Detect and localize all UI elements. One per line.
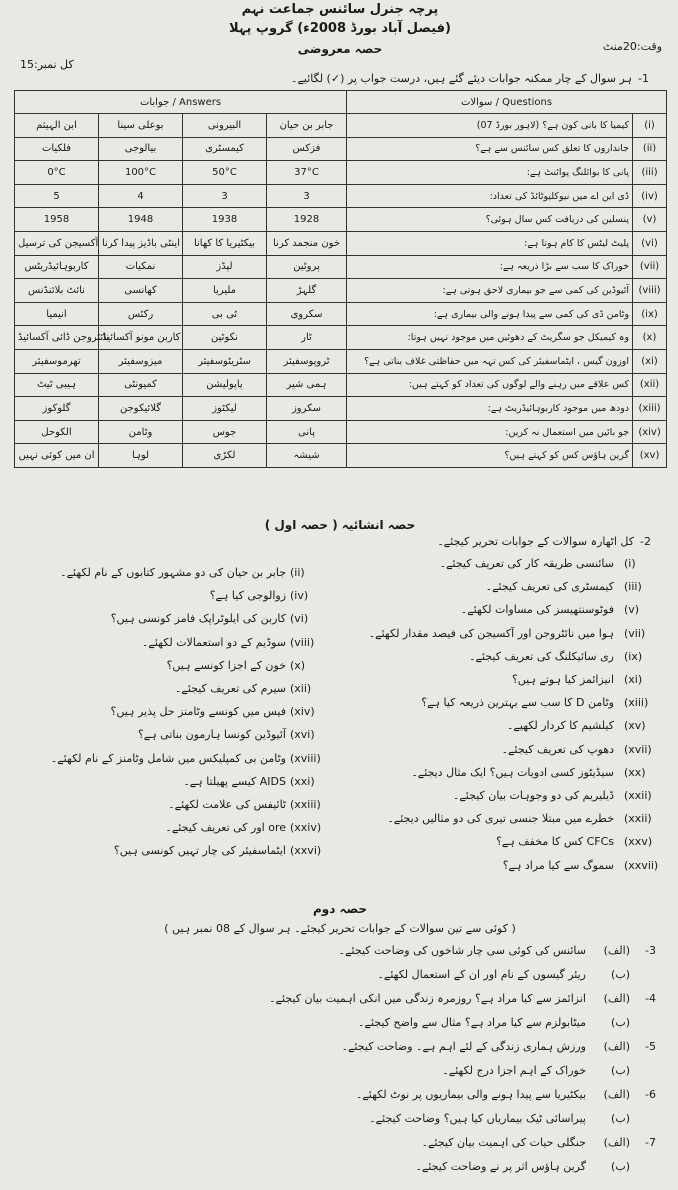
- mcq-row: [15, 161, 667, 185]
- question-text: کس علاقے میں رہنے والے لوگوں کی تعداد کو کہتے ہیں:: [347, 373, 633, 397]
- short-question-number: (viii): [290, 635, 315, 649]
- q2-number: -2: [640, 535, 651, 548]
- short-question-number: (vi): [290, 612, 309, 626]
- option-d: 1958: [15, 208, 99, 232]
- short-question-number: (xxiv): [290, 821, 322, 835]
- short-question-text: سائنسی طریقہ کار کی تعریف کیجئے۔: [439, 557, 614, 570]
- mcq-row: [15, 184, 667, 208]
- option-c: نمکیات: [99, 255, 183, 279]
- short-question-text: ڈیلیریم کی دو وجوہات بیان کیجئے۔: [452, 789, 614, 802]
- option-b: 1938: [183, 208, 267, 232]
- question-number: (xi): [633, 349, 667, 373]
- option-b: نکوٹین: [183, 326, 267, 350]
- question-number: (vii): [633, 255, 667, 279]
- section3-instruction: ( کوئی سے تین سوالات کے جوابات تحریر کیجئے۔ ہر سوال کے 08 نمبر ہیں ): [164, 922, 516, 935]
- short-question-text: کاربن کی ایلوٹراپک فامز کونسی ہیں؟: [110, 612, 286, 626]
- option-d: فلکیات: [15, 137, 99, 161]
- question-text: جانداروں کا تعلق کس سائنس سے ہے؟: [347, 137, 633, 161]
- short-question-text: ٹائیفس کی علامت لکھئے۔: [168, 798, 286, 811]
- long-question-text: ورزش ہماری زندگی کے لئے اہم ہے۔ وضاحت کیجئے۔: [341, 1040, 586, 1053]
- option-b: 50°C: [183, 161, 267, 185]
- q1-instruction: ہر سوال کے چار ممکنہ جوابات دیئے گئے ہیں، درست جواب پر (✓) لگائیے۔: [291, 72, 632, 85]
- long-question-number: -5: [645, 1040, 656, 1053]
- long-question-text: سائنس کی کوئی سی چار شاخوں کی وضاحت کیجئے۔: [338, 944, 586, 957]
- question-number: (iv): [633, 184, 667, 208]
- question-number: (xiii): [633, 397, 667, 421]
- short-question-text: CFCs کس کا مخفف ہے؟: [496, 835, 614, 849]
- question-number: (x): [633, 326, 667, 350]
- question-text: پلیٹ لیٹس کا کام ہوتا ہے:: [347, 231, 633, 255]
- short-question-text: خون کے اجزا کونسے ہیں؟: [166, 658, 286, 672]
- short-question-text: جابر بن حیان کی دو مشہور کتابوں کے نام لکھئے۔: [60, 566, 286, 579]
- short-question-text: ore اور کی تعریف کیجئے۔: [165, 821, 286, 835]
- option-a: جابر بن حیان: [267, 114, 347, 138]
- short-question-text: ہوا میں نائٹروجن اور آکسیجن کی فیصد مقدار لکھئے۔: [368, 626, 614, 640]
- question-text: وہ کیمیکل جو سگریٹ کے دھوئیں میں موجود نہیں ہوتا:: [347, 326, 633, 350]
- short-question-text: انیزائمز کیا ہوتے ہیں؟: [511, 673, 614, 686]
- short-question-number: (xxii): [624, 812, 652, 826]
- question-text: دودھ میں موجود کاربوہائیڈریٹ ہے:: [347, 397, 633, 421]
- long-question-part: (ب): [611, 1112, 630, 1125]
- question-text: کیمیا کا بانی کون ہے؟ (لاہور بورڈ 07): [347, 114, 633, 138]
- long-question-text: جنگلی حیات کی اہمیت بیان کیجئے۔: [421, 1136, 586, 1149]
- option-c: بیالوجی: [99, 137, 183, 161]
- question-number: (ix): [633, 302, 667, 326]
- question-text: خوراک کا سب سے بڑا ذریعہ ہے:: [347, 255, 633, 279]
- long-question-text: گرین ہاؤس اثر پر نے وضاحت کیجئے۔: [415, 1160, 586, 1173]
- paper-title: پرچہ جنرل سائنس جماعت نہم: [241, 2, 439, 17]
- short-question-number: (xvi): [290, 728, 315, 742]
- option-b: ملیریا: [183, 279, 267, 303]
- mcq-row: [15, 349, 667, 373]
- option-a: 3: [267, 184, 347, 208]
- long-question-text: میٹابولزم سے کیا مراد ہے؟ مثال سے واضح کیجئے۔: [358, 1016, 586, 1029]
- option-d: 0°C: [15, 161, 99, 185]
- long-question-part: (الف): [603, 1088, 630, 1101]
- short-question-number: (ii): [290, 566, 305, 579]
- option-d: ہیبی ٹیٹ: [15, 373, 99, 397]
- option-c: گلائیکوجن: [99, 397, 183, 421]
- short-question-text: کیلشیم کا کردار لکھیے۔: [506, 719, 614, 733]
- short-question-number: (i): [624, 557, 636, 570]
- option-d: 5: [15, 184, 99, 208]
- question-text: گرین ہاؤس کس کو کہتے ہیں؟: [347, 444, 633, 468]
- mcq-row: [15, 326, 667, 350]
- option-d: کاربوہائیڈریٹس: [15, 255, 99, 279]
- option-c: کاربن مونو آکسائیڈ: [99, 326, 183, 350]
- option-c: وٹامن: [99, 420, 183, 444]
- short-question-number: (ix): [624, 649, 643, 663]
- short-question-number: (xxvii): [624, 858, 659, 872]
- option-a: 1928: [267, 208, 347, 232]
- long-question-text: پیراسائی ٹیک بیماریاں کیا ہیں؟ وضاحت کیجئے۔: [369, 1112, 586, 1125]
- option-a: شیشہ: [267, 444, 347, 468]
- option-b: جوس: [183, 420, 267, 444]
- question-text: آئیوڈین کی کمی سے جو بیماری لاحق ہوتی ہے:: [347, 279, 633, 303]
- option-c: میزوسفیئر: [99, 349, 183, 373]
- question-text: وٹامن ڈی کی کمی سے پیدا ہونے والی بیماری ہے:: [347, 302, 633, 326]
- option-d: ان میں کوئی نہیں: [15, 444, 99, 468]
- mcq-row: [15, 420, 667, 444]
- option-a: پانی: [267, 420, 347, 444]
- short-question-text: آئیوڈین کونسا ہارمون بناتی ہے؟: [137, 728, 286, 742]
- option-c: کھانسی: [99, 279, 183, 303]
- option-d: ابن الہیثم: [15, 114, 99, 138]
- q2-instruction: کل اٹھارہ سوالات کے جوابات تحریر کیجئے۔: [437, 535, 634, 548]
- option-c: 4: [99, 184, 183, 208]
- long-question-part: (الف): [603, 1040, 630, 1053]
- option-a: سکروی: [267, 302, 347, 326]
- section-subjective-part2: حصہ دوم: [312, 902, 368, 916]
- question-text: اوزون گیس ، ایٹماسفیئر کی کس تہہ میں حفاظتی غلاف بناتی ہے؟: [347, 349, 633, 373]
- short-question-text: وٹامن بی کمپلیکس میں شامل وٹامنز کے نام لکھئے۔: [50, 751, 286, 765]
- long-question-part: (الف): [603, 992, 630, 1005]
- long-question-part: (ب): [611, 1064, 630, 1077]
- short-question-text: سموگ سے کیا مراد ہے؟: [502, 858, 614, 872]
- section-subjective-part1: حصہ انشائیہ ( حصہ اول ): [264, 518, 416, 532]
- long-question-number: -4: [645, 992, 656, 1005]
- option-a: گلہڑ: [267, 279, 347, 303]
- option-b: لکڑی: [183, 444, 267, 468]
- mcq-row: [15, 373, 667, 397]
- option-d: تھرموسفیئر: [15, 349, 99, 373]
- long-question-text: بیکٹیریا سے پیدا ہونے والی بیماریوں پر نوٹ لکھئے۔: [355, 1088, 586, 1101]
- option-d: الکوحل: [15, 420, 99, 444]
- mcq-row: [15, 279, 667, 303]
- short-question-text: دھوپ کی تعریف کیجئے۔: [501, 742, 614, 756]
- short-question-number: (xviii): [290, 751, 321, 765]
- mcq-row: [15, 255, 667, 279]
- option-b: ٹی بی: [183, 302, 267, 326]
- question-text: ڈی این اے میں نیوکلیوٹائڈ کی تعداد:: [347, 184, 633, 208]
- question-number: (v): [633, 208, 667, 232]
- option-b: بیکٹیریا کا کھانا: [183, 231, 267, 255]
- long-question-text: خوراک کے اہم اجزا درج لکھئے۔: [442, 1064, 586, 1077]
- option-a: ٹروپوسفیئر: [267, 349, 347, 373]
- short-question-number: (xxv): [624, 835, 653, 849]
- question-number: (xv): [633, 444, 667, 468]
- question-text: پنسلین کی دریافت کس سال ہوئی؟: [347, 208, 633, 232]
- long-question-part: (ب): [611, 1160, 630, 1173]
- short-question-text: سیرم کی تعریف کیجئے۔: [174, 682, 286, 695]
- mcq-row: [15, 397, 667, 421]
- mcq-row: [15, 114, 667, 138]
- short-question-number: (xiii): [624, 696, 649, 710]
- question-number: (viii): [633, 279, 667, 303]
- option-a: فزکس: [267, 137, 347, 161]
- option-a: پروٹین: [267, 255, 347, 279]
- mcq-row: [15, 444, 667, 468]
- option-d: نائٹ بلائنڈنس: [15, 279, 99, 303]
- short-question-number: (xvii): [624, 742, 652, 756]
- short-question-number: (vii): [624, 626, 646, 640]
- short-question-text: ایٹماسفیئر کی چار تہیں کونسی ہیں؟: [113, 844, 286, 858]
- answers-header: جوابات / Answers: [15, 91, 347, 114]
- section-objective: حصہ معروضی: [297, 42, 383, 56]
- option-a: سکروز: [267, 397, 347, 421]
- mcq-row: [15, 302, 667, 326]
- option-b: لپڈز: [183, 255, 267, 279]
- question-text: جو بائیں میں استعمال نہ کریں:: [347, 420, 633, 444]
- option-a: ٹار: [267, 326, 347, 350]
- option-d: نائٹروجن ڈائی آکسائیڈ: [15, 326, 99, 350]
- long-question-part: (ب): [611, 1016, 630, 1029]
- option-c: رکٹس: [99, 302, 183, 326]
- short-question-number: (xx): [624, 765, 646, 779]
- question-number: (xii): [633, 373, 667, 397]
- option-a: ہمی شیر: [267, 373, 347, 397]
- short-question-text: زوالوجی کیا ہے؟: [209, 589, 286, 603]
- option-b: پاپولیشن: [183, 373, 267, 397]
- option-c: اینٹی باڈیز پیدا کرنا: [99, 231, 183, 255]
- time-label: وقت:20منٹ: [602, 40, 662, 53]
- short-question-number: (xiv): [290, 705, 315, 719]
- short-question-number: (x): [290, 658, 306, 672]
- question-number: (i): [633, 114, 667, 138]
- question-number: (iii): [633, 161, 667, 185]
- short-question-number: (v): [624, 603, 640, 617]
- short-question-number: (xxiii): [290, 798, 321, 811]
- option-b: سٹریٹوسفیئر: [183, 349, 267, 373]
- mcq-row: [15, 208, 667, 232]
- short-question-number: (iv): [290, 589, 309, 603]
- option-b: کیمسٹری: [183, 137, 267, 161]
- short-question-number: (iii): [624, 580, 642, 594]
- option-b: البیرونی: [183, 114, 267, 138]
- option-c: 100°C: [99, 161, 183, 185]
- mcq-header-row: [15, 91, 667, 114]
- long-question-number: -7: [645, 1136, 656, 1149]
- short-question-text: وٹامن D کا سب سے بہترین ذریعہ کیا ہے؟: [421, 696, 614, 710]
- question-number: (vi): [633, 231, 667, 255]
- option-c: کمیونٹی: [99, 373, 183, 397]
- questions-header: سوالات / Questions: [347, 91, 667, 114]
- short-question-text: AIDS کیسے پھیلتا ہے۔: [183, 774, 286, 788]
- short-question-text: فیس میں کونسے وٹامنز حل پذیر ہیں؟: [110, 705, 286, 719]
- option-d: گلوکوز: [15, 397, 99, 421]
- short-question-number: (xii): [290, 682, 312, 695]
- option-d: انیمیا: [15, 302, 99, 326]
- option-c: لوہا: [99, 444, 183, 468]
- short-question-text: سیڈیٹوز کسی ادویات ہیں؟ ایک مثال دیجئے۔: [411, 765, 614, 779]
- option-d: آکسیجن کی ترسیل: [15, 231, 99, 255]
- long-question-number: -3: [645, 944, 656, 957]
- option-b: 3: [183, 184, 267, 208]
- long-question-part: (الف): [603, 1136, 630, 1149]
- short-question-text: فوٹوسنتھیسز کی مساوات لکھئے۔: [460, 603, 614, 617]
- question-number: (xiv): [633, 420, 667, 444]
- question-text: پانی کا بوائلنگ پوائنٹ ہے:: [347, 161, 633, 185]
- option-a: 37°C: [267, 161, 347, 185]
- q1-number: -1: [638, 72, 649, 85]
- option-c: 1948: [99, 208, 183, 232]
- question-number: (ii): [633, 137, 667, 161]
- total-marks: کل نمبر:15: [20, 58, 74, 71]
- short-question-number: (xxii): [624, 789, 652, 802]
- mcq-table: [14, 90, 667, 468]
- short-question-text: سوڈیم کے دو استعمالات لکھئے۔: [141, 635, 286, 649]
- long-question-number: -6: [645, 1088, 656, 1101]
- option-c: بوعلی سینا: [99, 114, 183, 138]
- short-question-text: کیمسٹری کی تعریف کیجئے۔: [485, 580, 614, 594]
- option-b: لیکٹوز: [183, 397, 267, 421]
- short-question-text: ری سائیکلنگ کی تعریف کیجئے۔: [469, 649, 614, 663]
- board-group-title: (فیصل آباد بورڈ 2008ء) گروپ پہلا: [229, 21, 451, 36]
- mcq-row: [15, 137, 667, 161]
- mcq-row: [15, 231, 667, 255]
- short-question-text: خطرے میں مبتلا جنسی تیری کی دو مثالیں دیجئے۔: [387, 812, 614, 826]
- long-question-text: ریئر گیسوں کے نام اور ان کے استعمال لکھئے۔: [377, 968, 586, 981]
- option-a: خون منجمد کرنا: [267, 231, 347, 255]
- short-question-number: (xxvi): [290, 844, 322, 858]
- long-question-part: (الف): [603, 944, 630, 957]
- long-question-part: (ب): [611, 968, 630, 981]
- long-question-text: انزائمز سے کیا مراد ہے؟ روزمرہ زندگی میں انکی اہمیت بیان کیجئے۔: [269, 992, 586, 1005]
- short-question-number: (xi): [624, 673, 643, 686]
- short-question-number: (xv): [624, 719, 646, 733]
- short-question-number: (xxi): [290, 774, 315, 788]
